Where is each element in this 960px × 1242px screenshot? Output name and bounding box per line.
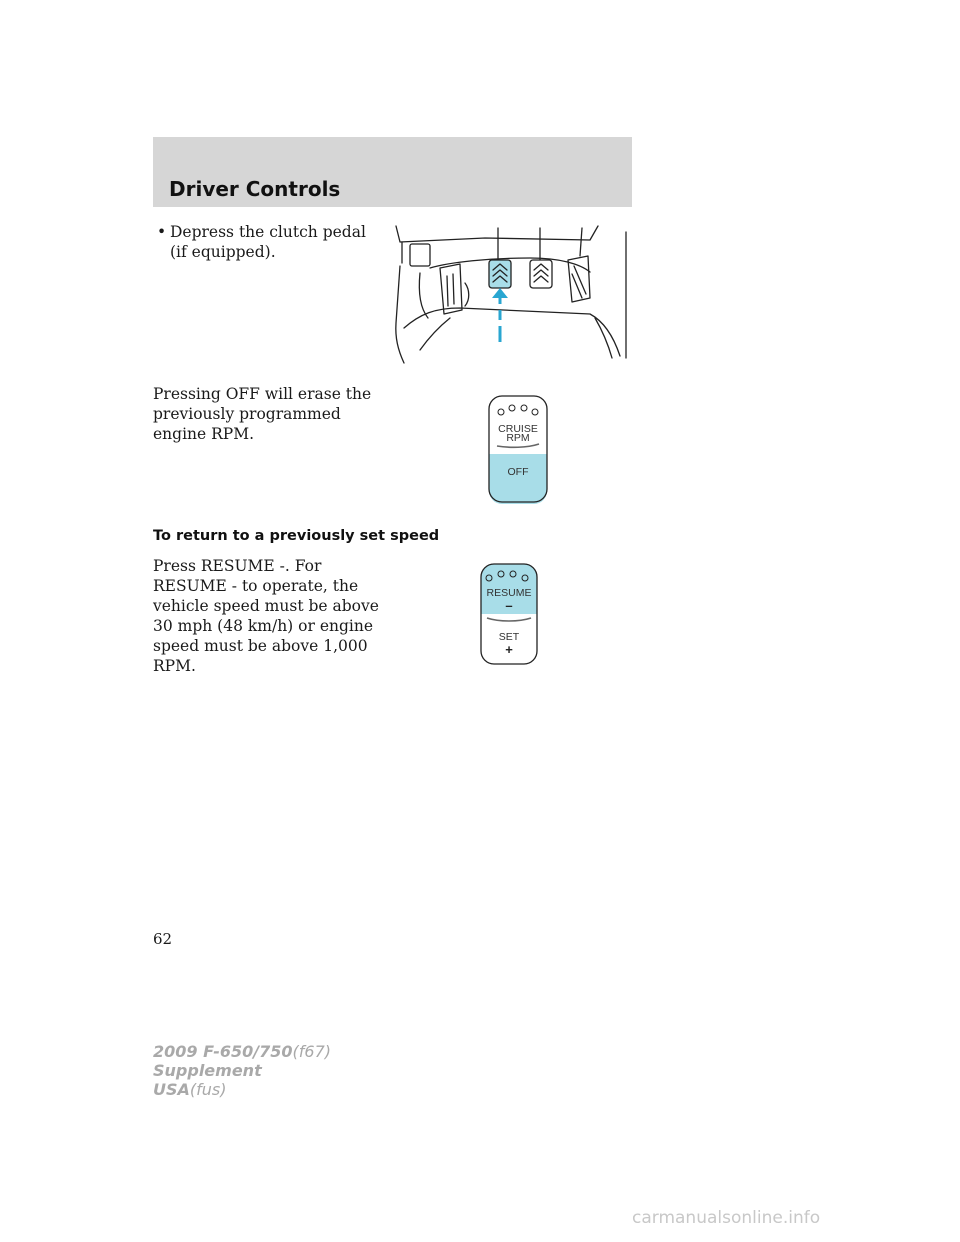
- cruise-off-switch-illustration: [485, 394, 551, 506]
- footer-line-1: [153, 1042, 331, 1061]
- pedals-illustration: [390, 218, 630, 378]
- header-band: [153, 137, 632, 207]
- rpm-label: RPM: [506, 432, 530, 444]
- page-number: 62: [153, 930, 173, 948]
- footer-market-code: (fus): [189, 1080, 227, 1099]
- resume-paragraph: Press RESUME -. For RESUME - to operate, the vehicle speed must be above 30 mph (48 km/h) or engine speed must be above 1,000 RPM.: [153, 557, 379, 675]
- cruise-label: CRUISE: [498, 423, 538, 435]
- footer: [153, 1042, 331, 1099]
- footer-line-3: [153, 1080, 331, 1099]
- footer-market: USA: [153, 1080, 190, 1099]
- bullet-marker: •: [157, 223, 167, 241]
- minus-symbol: –: [505, 598, 513, 613]
- watermark: carmanualsonline.info: [632, 1208, 821, 1228]
- section-title: Driver Controls: [169, 177, 341, 201]
- off-paragraph: Pressing OFF will erase the previously programmed engine RPM.: [153, 385, 372, 443]
- footer-model-code: (f67): [292, 1042, 331, 1061]
- resume-label: RESUME: [486, 587, 532, 599]
- resume-set-switch-illustration: [473, 562, 545, 668]
- section-heading: To return to a previously set speed: [153, 528, 440, 544]
- footer-supplement: Supplement: [153, 1061, 262, 1080]
- bullet-text: Depress the clutch pedal (if equipped).: [170, 223, 366, 261]
- footer-model: 2009 F-650/750: [153, 1042, 293, 1061]
- off-label: OFF: [507, 466, 529, 478]
- bullet-item: [157, 222, 367, 262]
- plus-symbol: +: [505, 642, 513, 657]
- footer-line-2: [153, 1061, 331, 1080]
- set-label: SET: [498, 631, 520, 643]
